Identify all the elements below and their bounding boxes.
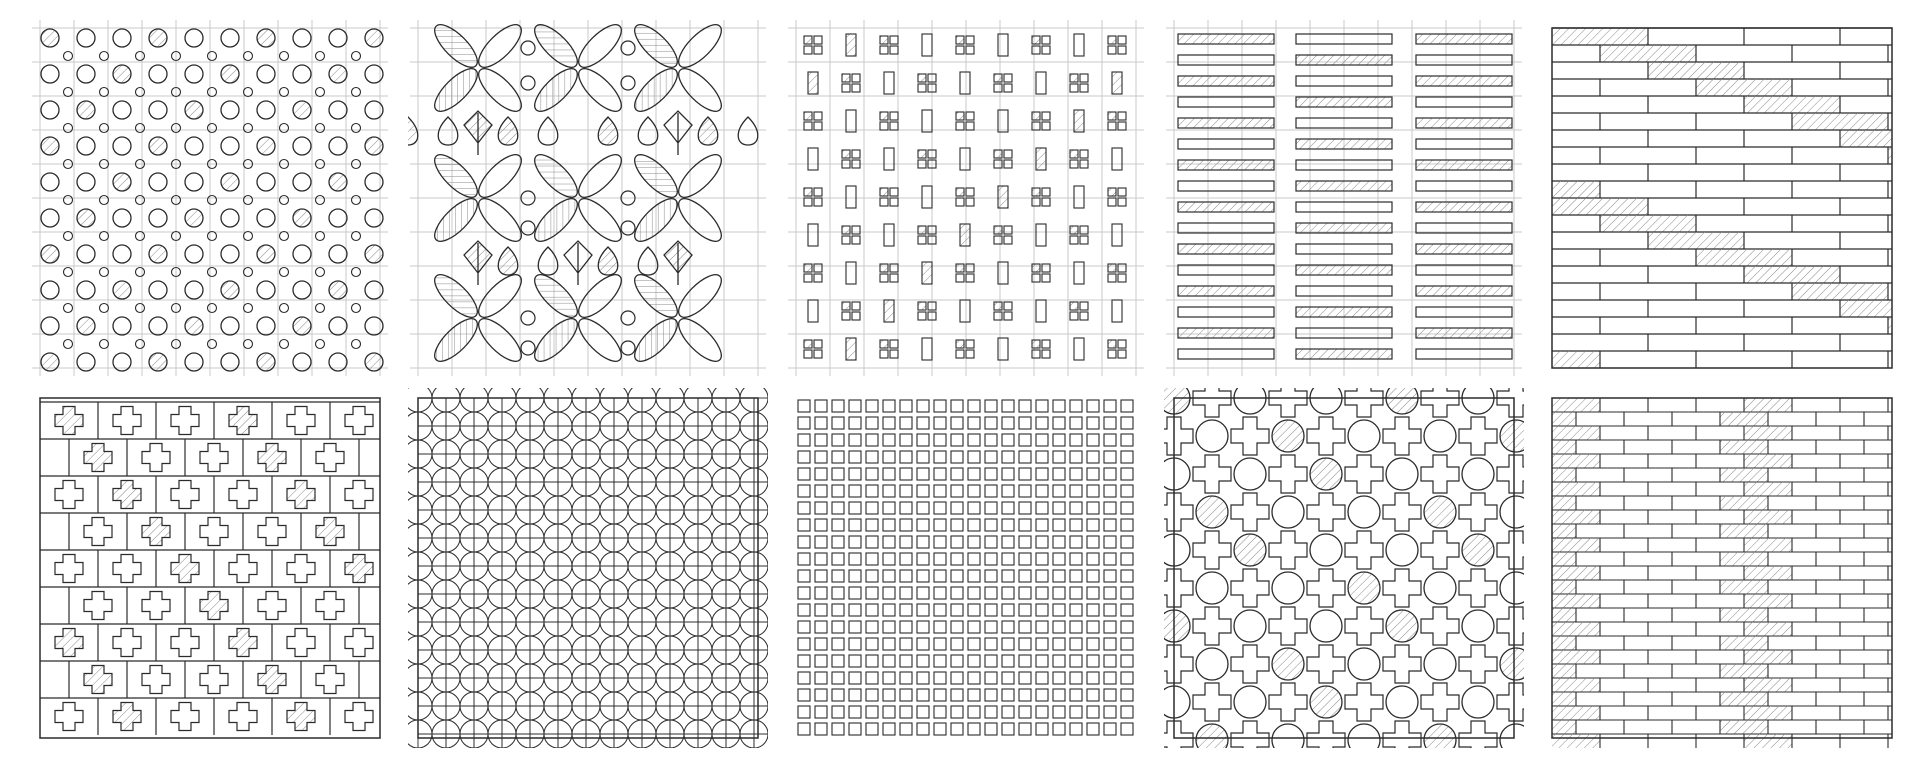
pattern-panel-circle-and-cross-lattice (1155, 379, 1535, 759)
pattern-panel-interlocking-circle-lattice (404, 384, 782, 762)
pattern-panel-small-square-mesh (798, 400, 1133, 735)
pattern-panel-circle-dot-grid (32, 20, 388, 376)
pattern-panel-cross-tile-grid (40, 398, 380, 738)
pattern-panel-square-cluster-lattice (788, 20, 1144, 376)
pattern-panel-running-bond-brick (1552, 28, 1892, 368)
pattern-panel-bar-column-stack (1166, 20, 1522, 376)
pattern-panel-narrow-brick-bond (1552, 398, 1892, 748)
pattern-panel-leaf-and-drop-ornament (398, 18, 766, 376)
